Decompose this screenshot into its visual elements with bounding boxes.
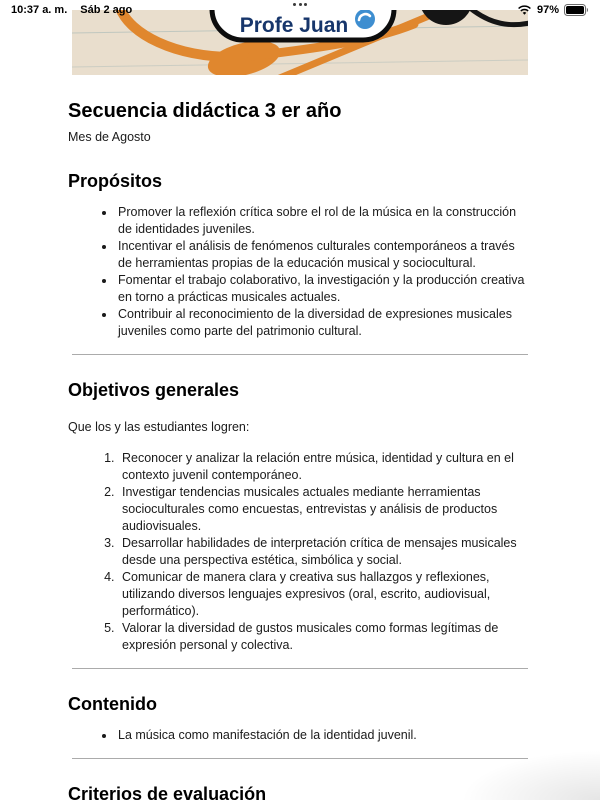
- multitask-dots-icon[interactable]: [293, 3, 307, 6]
- profe-juan-badge: [212, 10, 394, 40]
- clock-time: 10:37 a. m.: [11, 4, 68, 16]
- list-item: 4. Comunicar de manera clara y creativa sus hallazgos y reflexiones, utilizando diversos lenguajes expresivos (oral, escrito, audiovisual, performático).: [118, 569, 528, 620]
- badge-label-text: Profe Juan: [239, 14, 349, 37]
- list-item: • Incentivar el análisis de fenómenos culturales contemporáneos a través de herramientas propias de la educación musical y sociocultural.: [116, 238, 528, 272]
- objetivos-list: [68, 450, 528, 654]
- section-divider: [72, 668, 528, 669]
- doc-title: Secuencia didáctica 3 er año: [68, 100, 342, 122]
- document-body: [68, 100, 528, 805]
- list-item: 5. Valorar la diversidad de gustos musicales como formas legítimas de expresión personal y colectiva.: [118, 620, 528, 654]
- doc-header-banner-image: [72, 10, 528, 75]
- heading-contenido: Contenido: [68, 694, 157, 714]
- list-item: 2. Investigar tendencias musicales actuales mediante herramientas socioculturales como encuestas, entrevistas y análisis de productos audiovisuales.: [118, 484, 528, 535]
- heading-objetivos: Objetivos generales: [68, 380, 240, 400]
- list-item: • Fomentar el trabajo colaborativo, la investigación y la producción creativa en torno a prácticas musicales actuales.: [116, 272, 528, 306]
- doc-subtitle: Mes de Agosto: [68, 130, 151, 144]
- contenido-list: [68, 727, 528, 744]
- list-item: • Contribuir al reconocimiento de la diversidad de expresiones musicales juveniles como parte del patrimonio cultural.: [116, 306, 528, 340]
- list-item: • Promover la reflexión crítica sobre el rol de la música en la construcción de identidades juveniles.: [116, 204, 528, 238]
- battery-icon: [564, 4, 589, 16]
- section-divider: [72, 354, 528, 355]
- list-item: 3. Desarrollar habilidades de interpretación crítica de mensajes musicales desde una perspectiva estética, simbólica y social.: [118, 535, 528, 569]
- objetivos-intro: Que los y las estudiantes logren:: [68, 420, 250, 434]
- list-item: • La música como manifestación de la identidad juvenil.: [116, 727, 528, 744]
- list-item: 1. Reconocer y analizar la relación entre música, identidad y cultura en el contexto juvenil contemporáneo.: [118, 450, 528, 484]
- propositos-list: [68, 204, 528, 340]
- status-date: Sáb 2 ago: [80, 4, 133, 16]
- heading-criterios: Criterios de evaluación: [68, 784, 267, 804]
- section-divider: [72, 758, 528, 759]
- heading-propositos: Propósitos: [68, 171, 163, 191]
- battery-percent: 97%: [536, 4, 559, 16]
- banner-artwork: [72, 10, 528, 75]
